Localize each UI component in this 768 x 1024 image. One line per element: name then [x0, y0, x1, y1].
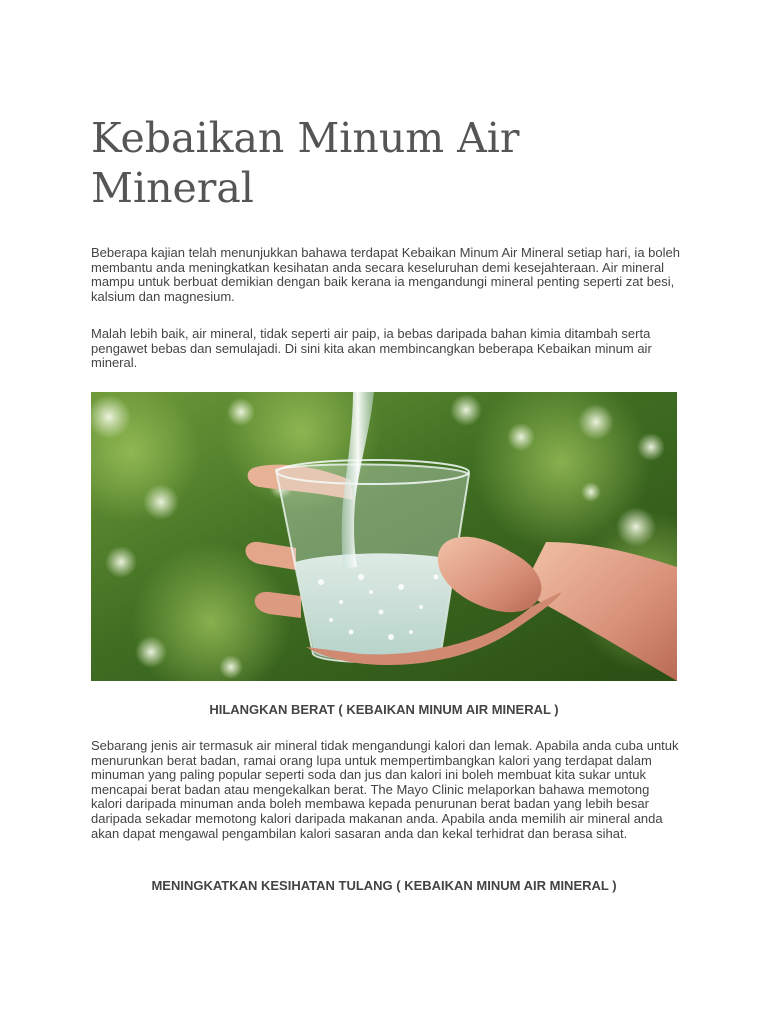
weight-loss-paragraph: Sebarang jenis air termasuk air mineral tidak mengandungi kalori dan lemak. Apabila anda cuba untuk menurunkan berat badan, ramai orang lupa untuk mempertimbangkan kalori yang terdapat dalam minuman yang paling popular seperti soda dan jus dan kalori ini boleh membuat kita sukar untuk mencapai berat badan atau mengekalkan berat. The Mayo Clinic melaporkan bahawa memotong kalori daripada minuman anda boleh membawa kepada penurunan berat badan yang lebih besar daripada sekadar memotong kalori daripada makanan anda. Apabila anda memilih air mineral anda akan dapat mengawal pengambilan kalori sasaran anda dan kekal terhidrat dan berasa sihat. — [91, 738, 679, 841]
page-title: Kebaikan Minum Air Mineral — [91, 114, 520, 212]
second-paragraph: Malah lebih baik, air mineral, tidak seperti air paip, ia bebas daripada bahan kimia ditambah serta pengawet bebas dan semulajadi. Di sini kita akan membincangkan beberapa Kebaikan minum air mineral. — [91, 326, 652, 371]
intro-paragraph: Beberapa kajian telah menunjukkan bahawa terdapat Kebaikan Minum Air Mineral setiap hari, ia boleh membantu anda meningkatkan kesihatan anda secara keseluruhan demi kesejahteraan. Air mineral mampu untuk berbuat demikian dengan baik kerana ia mengandungi mineral penting seperti zat besi, kalsium dan magnesium. — [91, 245, 680, 304]
section-heading-lose-weight: HILANGKAN BERAT ( KEBAIKAN MINUM AIR MINERAL ) — [209, 702, 559, 717]
glass-of-water-photo — [91, 392, 677, 681]
section-heading-bone-health: MENINGKATKAN KESIHATAN TULANG ( KEBAIKAN MINUM AIR MINERAL ) — [151, 878, 617, 893]
